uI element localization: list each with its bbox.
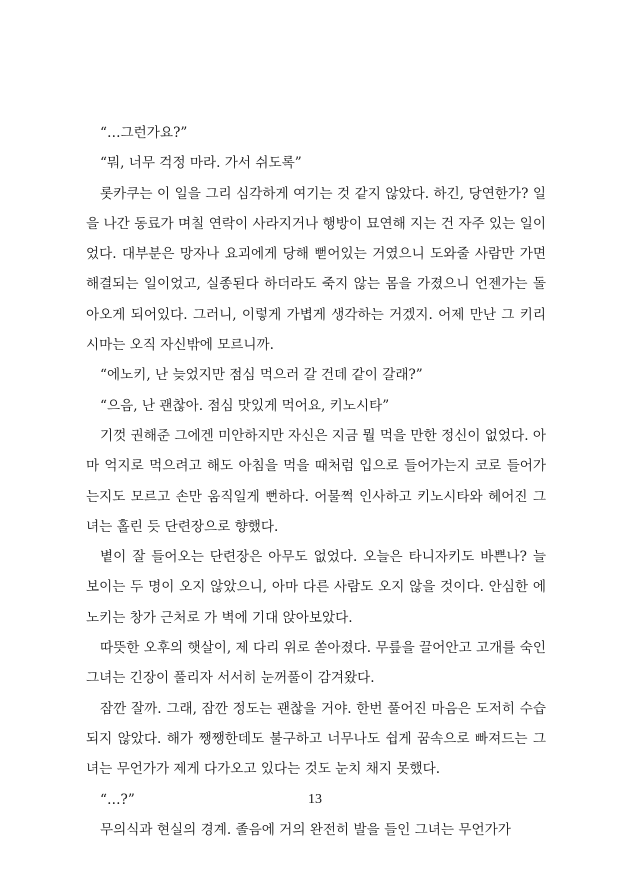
paragraph: 무의식과 현실의 경계. 졸음에 거의 완전히 발을 들인 그녀는 무언가가 bbox=[100, 821, 511, 838]
paragraph: 볕이 잘 들어오는 단련장은 아무도 없었다. 오늘은 타니자키도 바쁜나? 늘 보이는 두 명이 오지 않았으니, 아마 다른 사람도 오지 않을 것이다. 안심한 에노키는 창가 근처로 가 벽에 기대 앉아보았다. bbox=[86, 549, 546, 626]
paragraph: “…?” bbox=[100, 791, 135, 808]
paragraph: 롯카쿠는 이 일을 그리 심각하게 여기는 것 같지 않았다. 하긴, 당연한가? 일을 나간 동료가 며칠 연락이 사라지거나 행방이 묘연해 지는 건 자주 있는 일이었다. 대부분은 망자나 요괴에게 당해 뻗어있는 거였으니 도와줄 사람만 가면 해결되는 일이었고, 실종된다 하더라도 죽지 않는 몸을 가졌으니 언젠가는 돌아오게 되어있다. 그러니, 이렇게 가볍게 생각하는 거겠지. 어제 만난 그 키리시마는 오직 자신밖에 모르니까. bbox=[86, 185, 546, 354]
paragraph: “뭐, 너무 걱정 마라. 가서 쉬도록” bbox=[100, 155, 302, 172]
paragraph: “에노키, 난 늦었지만 점심 먹으러 갈 건데 같이 갈래?” bbox=[100, 367, 423, 384]
paragraph: “으음, 난 괜찮아. 점심 맛있게 먹어요, 키노시타” bbox=[100, 397, 390, 414]
body-text bbox=[86, 118, 546, 845]
page-number: 13 bbox=[308, 792, 322, 807]
paragraph: 기껏 권해준 그에겐 미안하지만 자신은 지금 뭘 먹을 만한 정신이 없었다. 아마 억지로 먹으려고 해도 아침을 먹을 때처럼 입으로 들어가는지 코로 들어가는지도 모르고 손만 움직일게 뻔하다. 어물쩍 인사하고 키노시타와 헤어진 그녀는 홀린 듯 단련장으로 향했다. bbox=[86, 427, 546, 535]
paragraph: “…그런가요?” bbox=[100, 125, 188, 141]
paragraph: 따뜻한 오후의 햇살이, 제 다리 위로 쏟아졌다. 무릎을 끌어안고 고개를 숙인 그녀는 긴장이 풀리자 서서히 눈꺼풀이 감겨왔다. bbox=[86, 640, 546, 687]
paragraph: 잠깐 잘까. 그래, 잠깐 정도는 괜찮을 거야. 한번 풀어진 마음은 도저히 수습되지 않았다. 해가 쨍쨍한데도 불구하고 너무나도 쉽게 꿈속으로 빠져드는 그녀는 무언가가 제게 다가오고 있다는 것도 눈치 채지 못했다. bbox=[86, 700, 546, 778]
